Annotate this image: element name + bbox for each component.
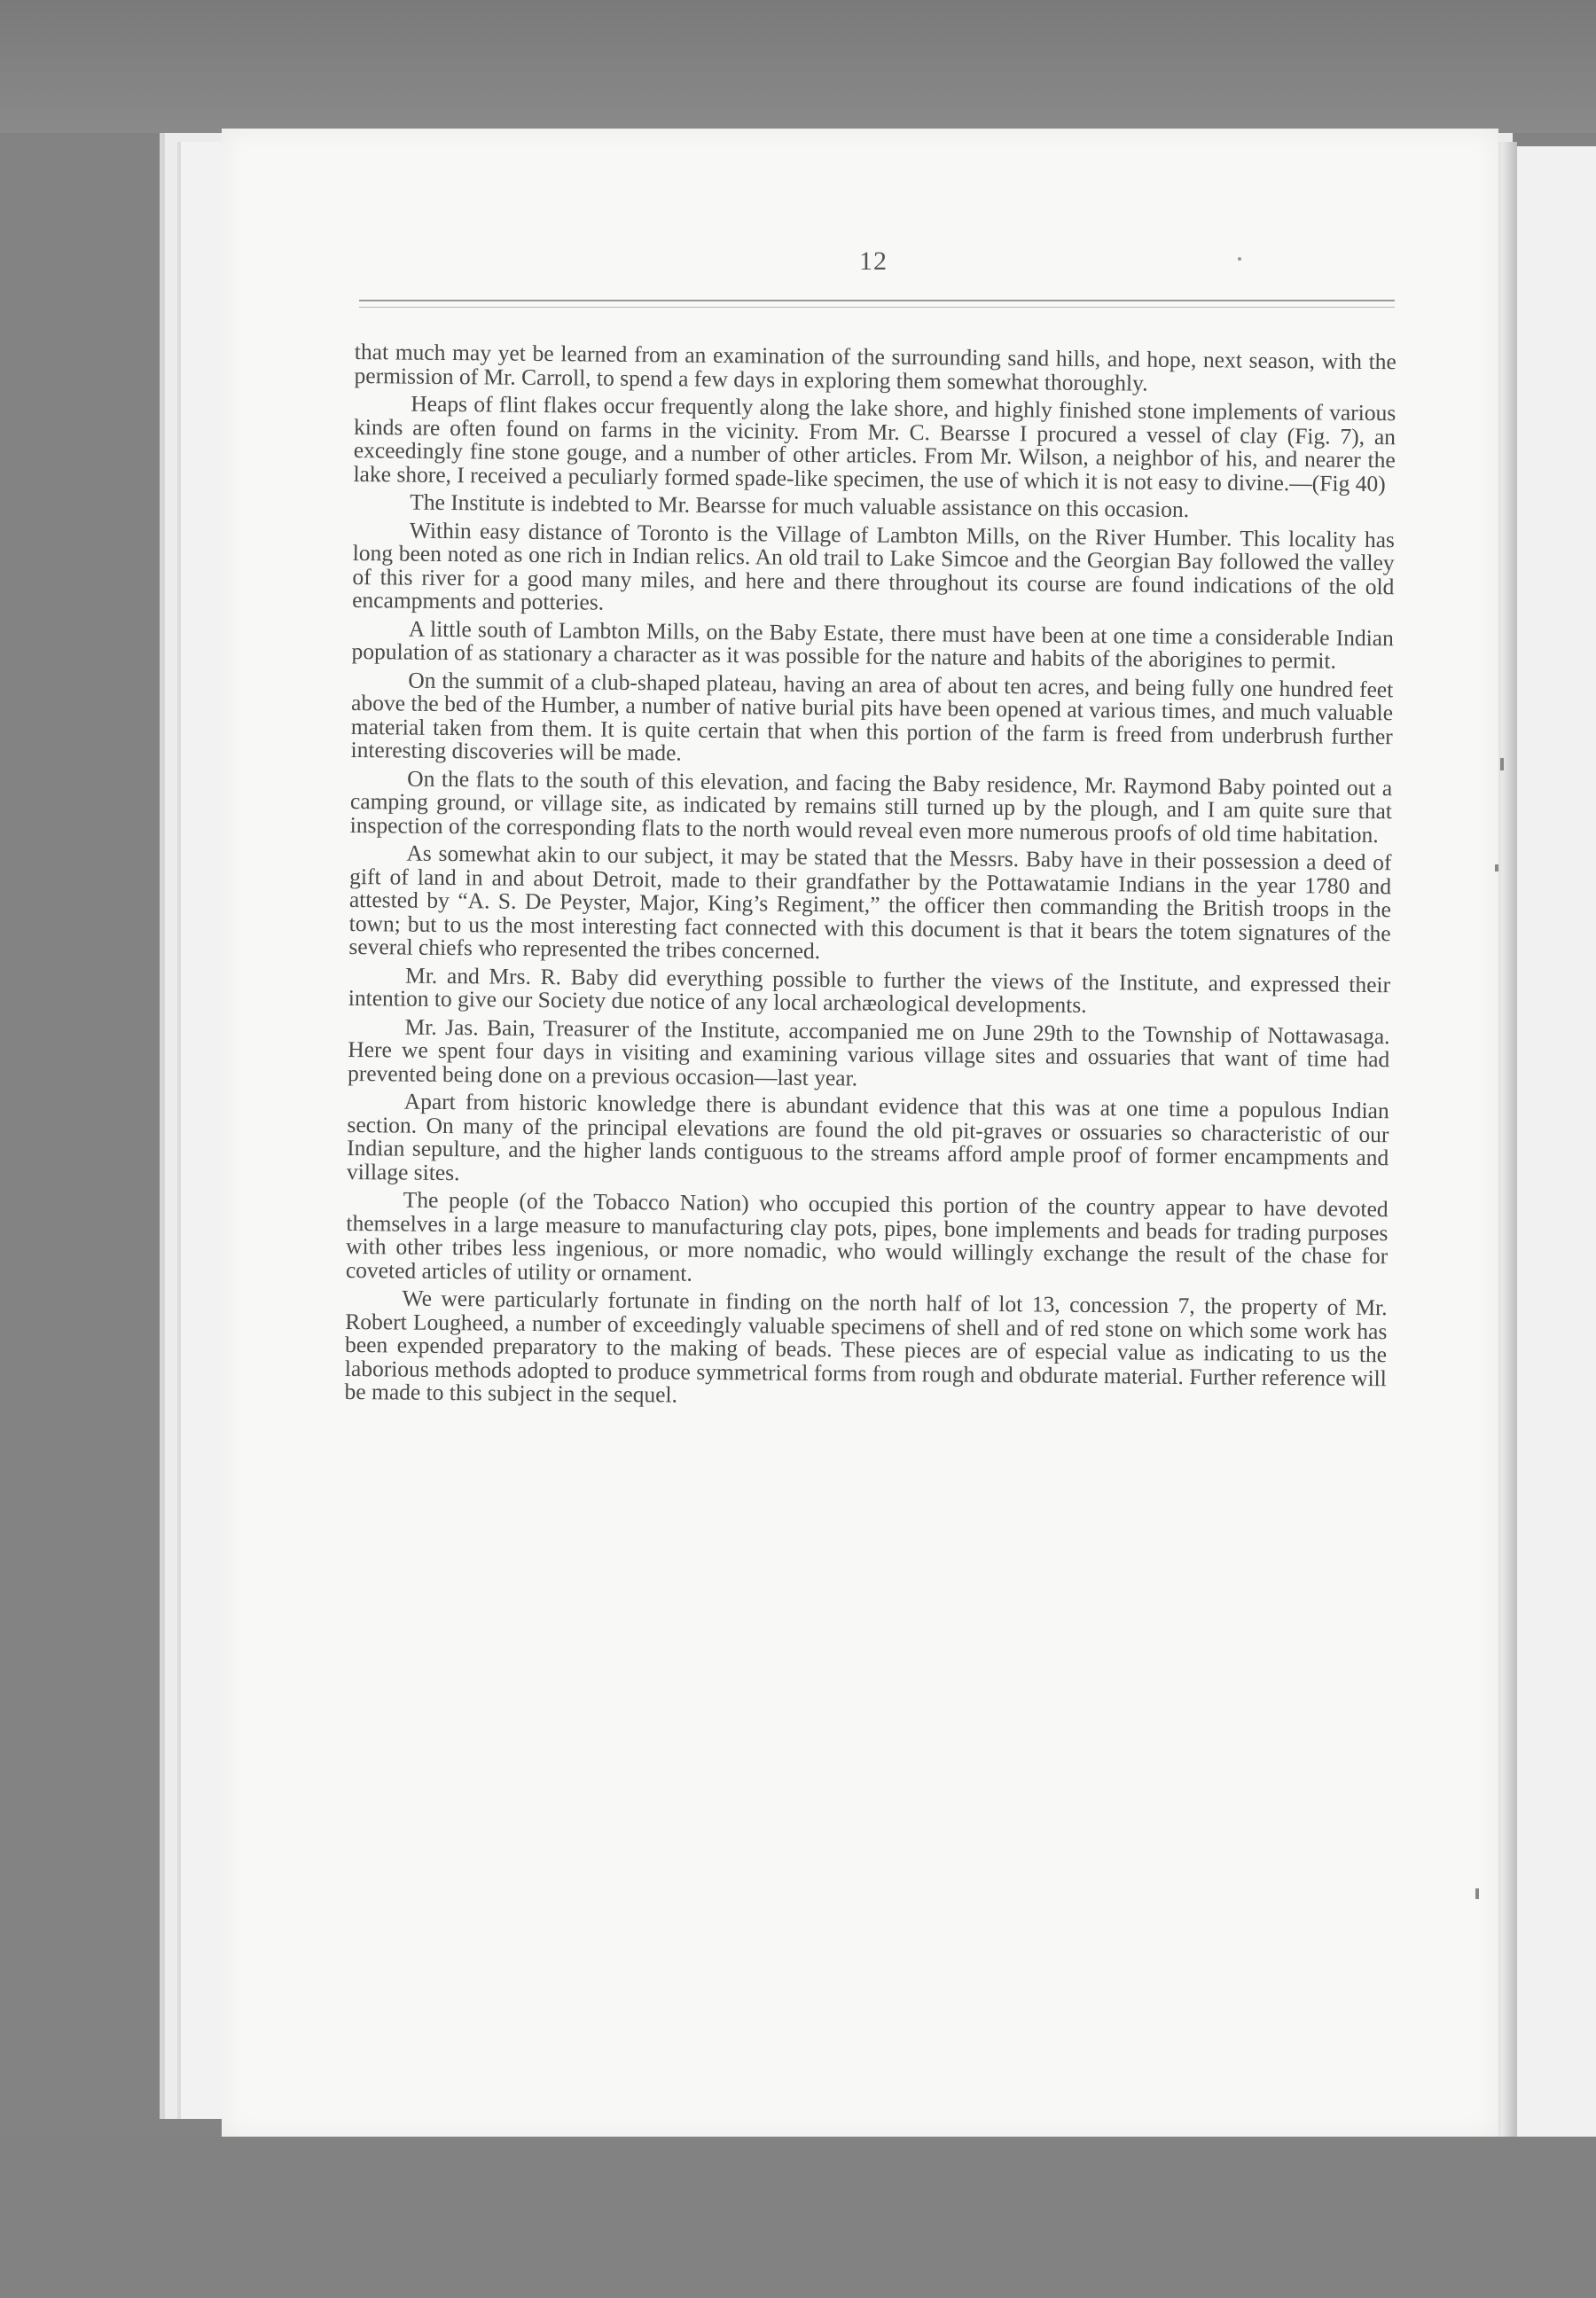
paragraph: We were particularly fortunate in finding on the north half of lot 13, concession 7, the property of Mr. Robert Lougheed, a number of exceedingly valuable specimens of shell and of red stone on which some work has been expended preparatory to the making of beads. These pieces are of especial value as indicating to us the laborious methods adopted to produce symmetrical forms from rough and obdurate material. Further reference will be made to this subject in the sequel.: [344, 1285, 1388, 1408]
paragraph: Mr. Jas. Bain, Treasurer of the Institute, accompanied me on June 29th to the Township of Nottawasaga. Here we spent four days in visiting and examining various village sites and ossuaries that want of time had prevented being done on a previous occasion—last year.: [347, 1013, 1390, 1090]
paragraph: The people (of the Tobacco Nation) who occupied this portion of the country appear to have devoted themselves in a large measure to manufacturing clay pots, pipes, bone implements and beads for trading purposes with other tribes less ingenious, or more nomadic, who would willingly exchange the result of the chase for coveted articles of utility or ornament.: [345, 1186, 1389, 1286]
paragraph: Within easy distance of Toronto is the Village of Lambton Mills, on the River Humber. This locality has long been noted as one rich in Indian relics. An old trail to Lake Simcoe and the Georgian Bay followed the valley of this river for a good many miles, and here and there throughout its course are found indications of the old encampments and potteries.: [352, 517, 1396, 615]
scan-bottom-margin: [0, 2137, 1596, 2298]
margin-mark: [1495, 864, 1498, 872]
facing-page-edge: [1517, 146, 1596, 2168]
margin-mark: [1500, 758, 1504, 770]
header-rule-thin: [359, 307, 1395, 308]
paragraph: Apart from historic knowledge there is abundant evidence that this was at one time a populous Indian section. On many of the principal elevations are found the old pit-graves or ossuaries so characteristic of our Indian sepulture, and the higher lands contiguous to the streams afford ample proof of former encampments and village sites.: [346, 1088, 1389, 1185]
page-number: 12: [859, 246, 888, 276]
paragraph: As somewhat akin to our subject, it may be stated that the Messrs. Baby have in their possession a deed of gift of land in and about Detroit, made to their grandfather by the Pottawatamie Indians in the year 1780 and attested by “A. S. De Peyster, Major, King’s Regiment,” the officer then commanding the British troops in the town; but to us the most interesting fact connected with this document is that it bears the totem signatures of the several chiefs who represented the tribes concerned.: [348, 840, 1392, 965]
paragraph: Mr. and Mrs. R. Baby did everything possible to further the views of the Institute, and expressed their intention to give our Society due notice of any local archæological developments.: [348, 962, 1391, 1018]
paragraph: On the flats to the south of this elevation, and facing the Baby residence, Mr. Raymond Baby pointed out a camping ground, or village site, as indicated by remains still turned up by the plough, and I am quite sure that inspection of the corresponding flats to the north would reveal even more numerous proofs of old time habitation.: [349, 765, 1393, 848]
header-rule-thick: [359, 300, 1395, 301]
paragraph: On the summit of a club-shaped plateau, having an area of about ten acres, and being fully one hundred feet above the bed of the Humber, a number of native burial pits have been opened at various times, and much valuable material taken from them. It is quite certain that when this portion of the farm is freed from underbrush further interesting discoveries will be made.: [350, 667, 1394, 766]
paragraph: Heaps of flint flakes occur frequently along the lake shore, and highly finished stone implements of various kinds are often found on farms in the vicinity. From Mr. C. Bearsse I procured a vessel of clay (Fig. 7), an exceedingly fine stone gouge, and a number of other articles. From Mr. Wilson, a neighbor of his, and nearer the lake shore, I received a peculiarly formed spade-like specimen, the use of which it is not easy to divine.—(Fig 40): [353, 390, 1396, 496]
paragraph: A little south of Lambton Mills, on the Baby Estate, there must have been at one time a considerable Indian population of as stationary a character as it was possible for the nature and habits of the aborigines to permit.: [351, 615, 1394, 674]
margin-mark: [1475, 1888, 1479, 1899]
paragraph: The Institute is indebted to Mr. Bearsse for much valuable assistance on this occasion.: [410, 489, 1190, 523]
body-text: [344, 340, 1396, 1419]
scan-speck: [1238, 257, 1241, 261]
paragraph: that much may yet be learned from an examination of the surrounding sand hills, and hope, next season, with the permission of Mr. Carroll, to spend a few days in exploring them somewhat thoroughly.: [354, 339, 1396, 396]
scan-top-margin: [0, 0, 1596, 133]
